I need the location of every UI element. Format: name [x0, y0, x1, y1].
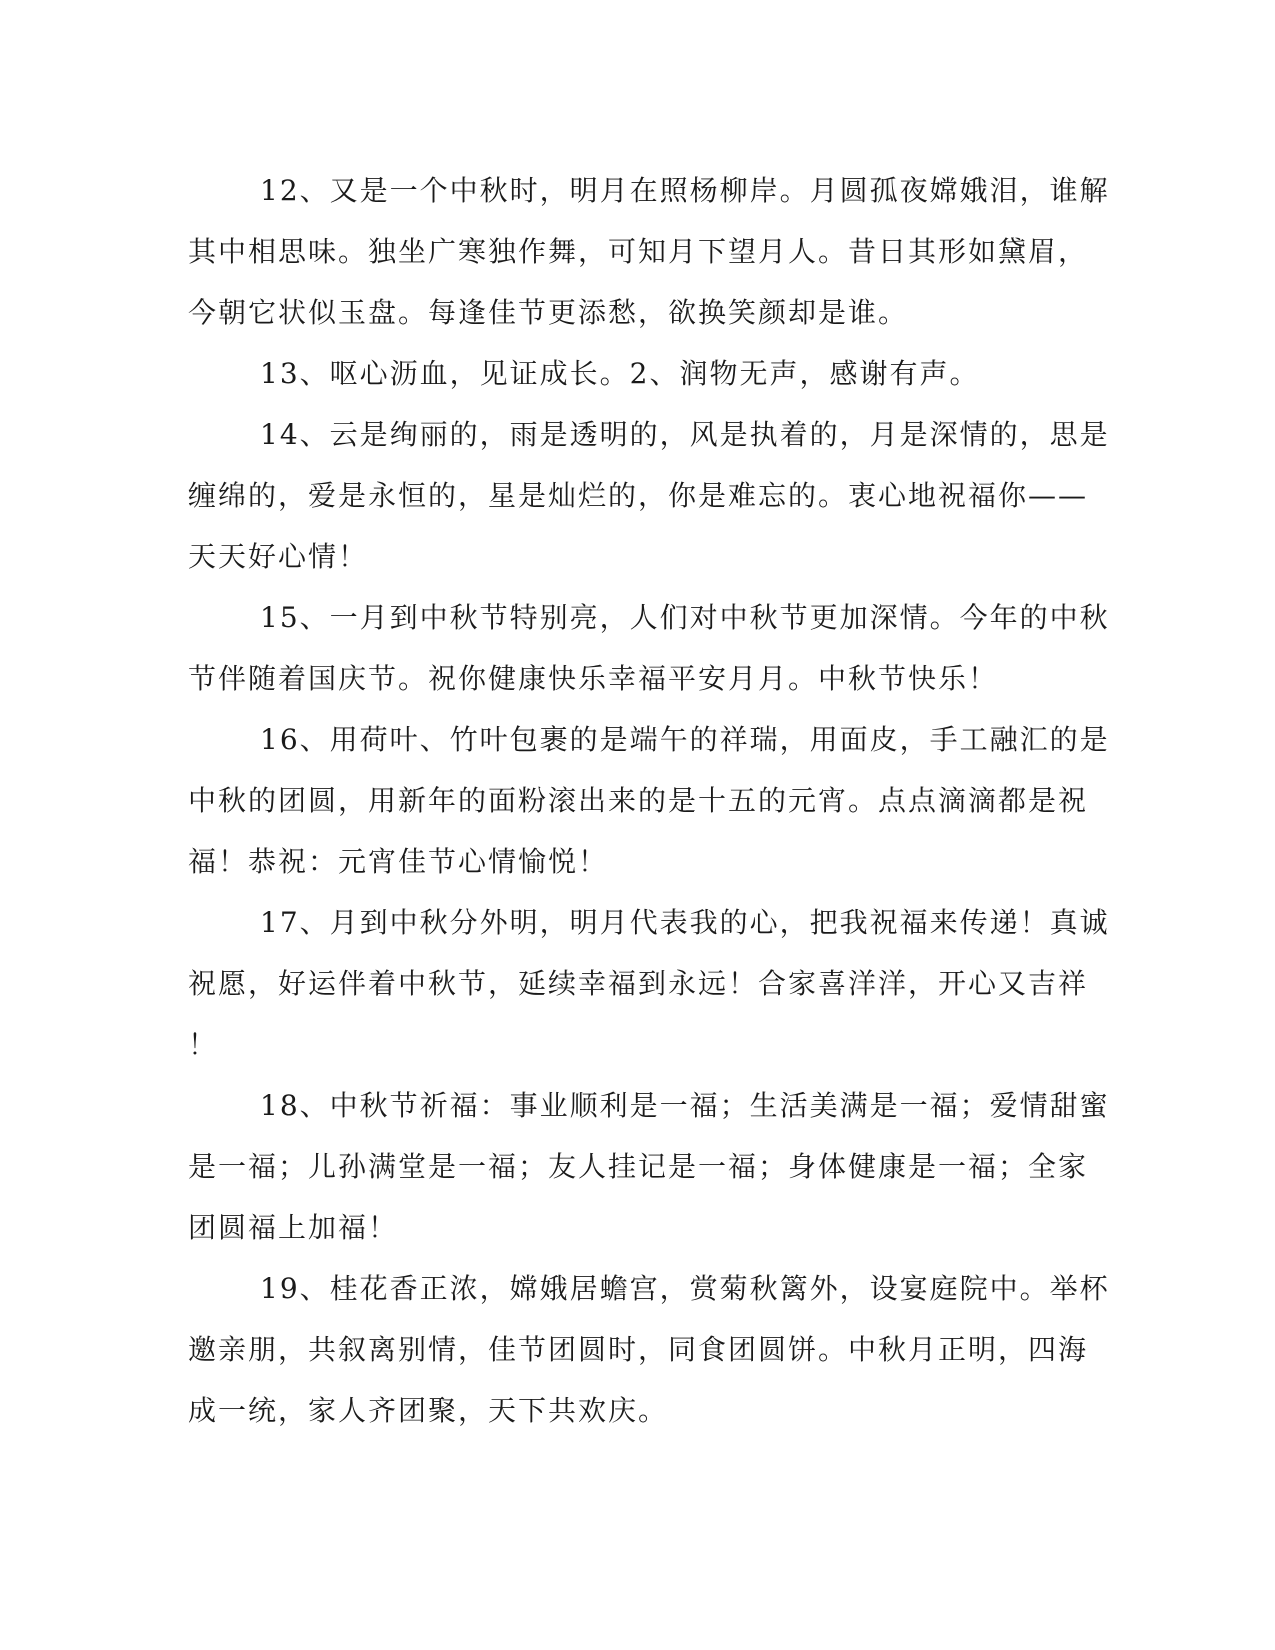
- paragraph-line: 月到中秋分外明，明月代表我的心，把我祝福来传递！真诚: [329, 906, 1110, 939]
- paragraph-line: 一月到中秋节特别亮，人们对中秋节更加深情。今年的中秋: [329, 601, 1110, 634]
- paragraph-line: 节伴随着国庆节。祝你健康快乐幸福平安月月。中秋节快乐！: [188, 662, 999, 695]
- paragraph-line: 邀亲朋，共叙离别情，佳节团圆时，同食团圆饼。中秋月正明，四海: [188, 1333, 1089, 1366]
- paragraph-number: 18、: [260, 1089, 330, 1122]
- paragraph-line: ！: [188, 1028, 219, 1061]
- paragraph-line: 又是一个中秋时，明月在照杨柳岸。月圆孤夜嫦娥泪，谁解: [329, 174, 1110, 207]
- paragraph-line: 今朝它状似玉盘。每逢佳节更添愁，欲换笑颜却是谁。: [188, 296, 909, 329]
- paragraph-line: 桂花香正浓，嫦娥居蟾宫，赏菊秋篱外，设宴庭院中。举杯: [329, 1272, 1110, 1305]
- paragraph-15: [188, 587, 1110, 709]
- paragraph-number: 13、: [260, 357, 330, 390]
- paragraph-line: 其中相思味。独坐广寒独作舞，可知月下望月人。昔日其形如黛眉，: [188, 235, 1089, 268]
- paragraph-line: 缠绵的，爱是永恒的，星是灿烂的，你是难忘的。衷心地祝福你——: [188, 479, 1089, 512]
- document-body: [188, 160, 1110, 1441]
- paragraph-line: 团圆福上加福！: [188, 1211, 399, 1244]
- paragraph-17: [188, 892, 1110, 1075]
- paragraph-14: [188, 404, 1110, 587]
- paragraph-line: 是一福；儿孙满堂是一福；友人挂记是一福；身体健康是一福；全家: [188, 1150, 1089, 1183]
- paragraph-16: [188, 709, 1110, 892]
- paragraph-13: [188, 343, 1068, 404]
- paragraph-line: 呕心沥血，见证成长。2、润物无声，感谢有声。: [329, 357, 980, 390]
- paragraph-line: 中秋的团圆，用新年的面粉滚出来的是十五的元宵。点点滴滴都是祝: [188, 784, 1089, 817]
- paragraph-line: 福！恭祝：元宵佳节心情愉悦！: [188, 845, 609, 878]
- paragraph-line: 天天好心情！: [188, 540, 369, 573]
- paragraph-line: 成一统，家人齐团聚，天下共欢庆。: [188, 1394, 669, 1427]
- paragraph-number: 12、: [260, 174, 330, 207]
- paragraph-line: 祝愿，好运伴着中秋节，延续幸福到永远！合家喜洋洋，开心又吉祥: [188, 967, 1089, 1000]
- paragraph-line: 中秋节祈福：事业顺利是一福；生活美满是一福；爱情甜蜜: [329, 1089, 1110, 1122]
- paragraph-number: 16、: [260, 723, 330, 756]
- paragraph-number: 19、: [260, 1272, 330, 1305]
- paragraph-line: 云是绚丽的，雨是透明的，风是执着的，月是深情的，思是: [329, 418, 1110, 451]
- paragraph-18: [188, 1075, 1110, 1258]
- paragraph-number: 17、: [260, 906, 330, 939]
- paragraph-number: 14、: [260, 418, 330, 451]
- paragraph-19: [188, 1258, 1110, 1441]
- paragraph-12: [188, 160, 1110, 343]
- paragraph-line: 用荷叶、竹叶包裹的是端午的祥瑞，用面皮，手工融汇的是: [329, 723, 1110, 756]
- paragraph-number: 15、: [260, 601, 330, 634]
